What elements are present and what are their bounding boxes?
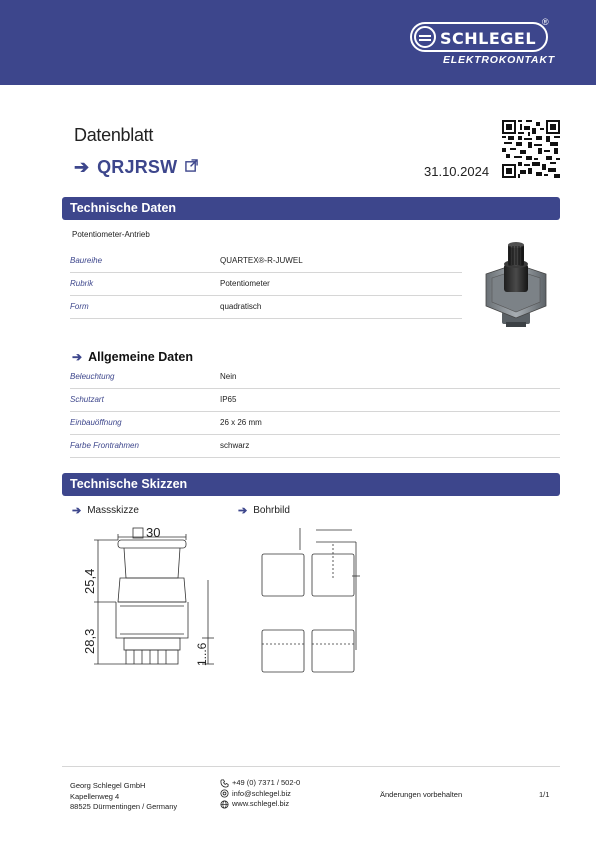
company-street: Kapellenweg 4 (70, 791, 120, 801)
company-name: Georg Schlegel GmbH (70, 781, 146, 790)
spec-key: Schutzart (70, 395, 104, 404)
email-at-icon (220, 789, 229, 798)
subheading-title: Allgemeine Daten (88, 350, 193, 364)
website-url[interactable]: www.schlegel.biz (232, 799, 290, 808)
dimension-side-label: 1...6 (195, 642, 209, 666)
spec-value: Nein (220, 372, 237, 381)
spec-key: Farbe Frontrahmen (70, 441, 139, 450)
product-type: Potentiometer-Antrieb (72, 230, 150, 239)
page-number: 1/1 (539, 790, 550, 799)
product-code-link[interactable]: QRJRSW (97, 156, 178, 177)
email-address[interactable]: info@schlegel.biz (232, 788, 291, 798)
spec-value: Potentiometer (220, 279, 270, 288)
phone-icon (220, 779, 229, 788)
section-title: Technische Daten (70, 201, 177, 215)
arrow-right-icon: ➔ (74, 156, 90, 177)
section-header-technische-daten (62, 197, 560, 220)
spec-key: Form (70, 302, 89, 311)
logo-emblem-icon (414, 26, 436, 48)
spec-value: schwarz (220, 441, 250, 450)
spec-key: Rubrik (70, 279, 94, 288)
spec-key: Baureihe (70, 256, 103, 265)
footer-contact (220, 778, 300, 810)
spec-key: Einbauöffnung (70, 418, 122, 427)
company-city: 88525 Dürmentingen / Germany (70, 802, 178, 811)
product-code-line[interactable] (74, 155, 198, 179)
document-date: 31.10.2024 (424, 164, 490, 179)
footer-disclaimer: Änderungen vorbehalten (380, 790, 463, 799)
spec-value: QUARTEX®-R-JUWEL (220, 256, 303, 265)
dimension-drawing (78, 520, 228, 680)
schlegel-logo (410, 18, 560, 68)
dimension-top-label: 30 (146, 525, 161, 540)
subheading-allgemeine-daten (72, 350, 193, 364)
header-band (0, 0, 596, 85)
page-title: Datenblatt (74, 125, 154, 145)
spec-row-form (70, 296, 462, 319)
spec-value: quadratisch (220, 302, 262, 311)
spec-key: Beleuchtung (70, 372, 115, 381)
drilling-pattern-drawing (256, 520, 376, 680)
spec-row-schutzart (70, 389, 560, 412)
footer-address (70, 781, 177, 813)
globe-icon (220, 800, 229, 809)
arrow-right-icon: ➔ (72, 505, 82, 517)
logo-subline: ELEKTROKONTAKT (443, 54, 555, 66)
footer-divider (62, 766, 560, 767)
footer-phone[interactable] (220, 778, 300, 789)
sketch-label-text: Bohrbild (253, 505, 290, 516)
arrow-right-icon: ➔ (238, 505, 248, 517)
spec-row-baureihe (70, 250, 462, 273)
logo-wordmark: SCHLEGEL (440, 29, 537, 48)
logo-registered-mark: ® (542, 17, 549, 27)
dimension-lower-label: 28,3 (82, 628, 97, 654)
sketch-label-bohrbild (238, 504, 290, 517)
spec-row-beleuchtung (70, 366, 560, 389)
external-link-icon[interactable] (185, 159, 198, 172)
sketch-label-massskizze (72, 504, 139, 517)
spec-row-farbe-frontrahmen (70, 435, 560, 458)
section-title: Technische Skizzen (70, 477, 188, 491)
footer-web[interactable] (220, 799, 300, 810)
sketch-label-text: Massskizze (87, 505, 139, 516)
section-header-technische-skizzen (62, 473, 560, 496)
footer-email[interactable] (220, 789, 300, 800)
phone-number: +49 (0) 7371 / 502-0 (232, 778, 301, 787)
dimension-upper-label: 25,4 (82, 568, 97, 594)
product-image (480, 240, 552, 330)
spec-value: 26 x 26 mm (220, 418, 262, 427)
arrow-right-icon: ➔ (72, 350, 83, 364)
spec-value: IP65 (220, 395, 237, 404)
spec-row-einbauoeffnung (70, 412, 560, 435)
spec-row-rubrik (70, 273, 462, 296)
qr-code[interactable] (502, 120, 560, 178)
